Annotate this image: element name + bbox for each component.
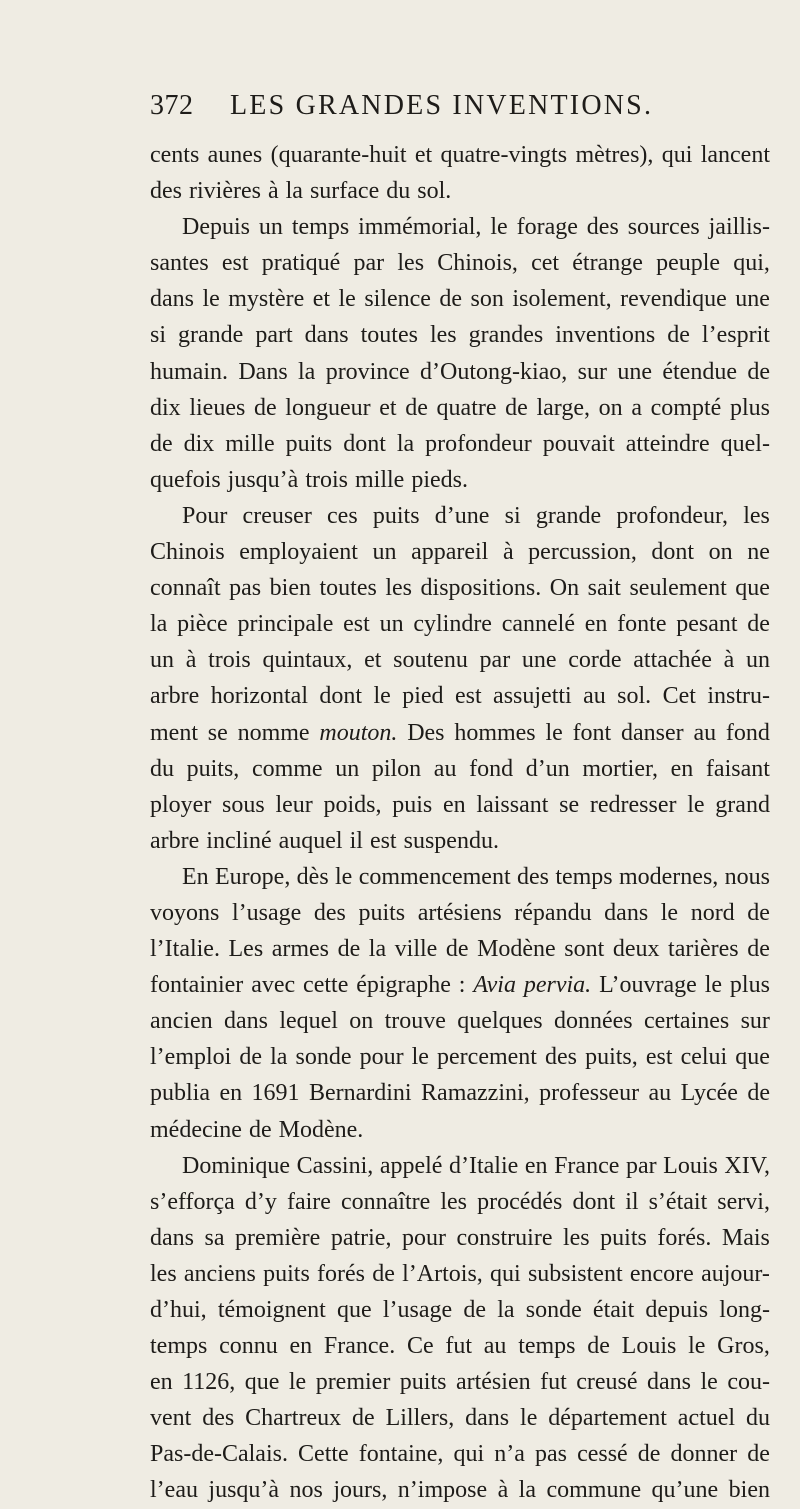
page-number: 372 (150, 90, 194, 121)
text-line: l’Italie. Les armes de la ville de Modène sont deux tarières de (150, 936, 770, 963)
text-line: Chinois employaient un appareil à percussion, dont on ne (150, 539, 770, 566)
text-line: dans le mystère et le silence de son isolement, revendique une (150, 286, 770, 313)
text-line: ployer sous leur poids, puis en laissant se redresser le grand (150, 791, 770, 818)
text-line: publia en 1691 Bernardini Ramazzini, professeur au Lycée de (150, 1080, 770, 1107)
text-line: l’eau jusqu’à nos jours, n’impose à la commune qu’une bien (150, 1477, 770, 1504)
text-line: temps connu en France. Ce fut au temps de Louis le Gros, (150, 1333, 770, 1360)
text-line: des rivières à la surface du sol. (150, 178, 452, 205)
text-line: les anciens puits forés de l’Artois, qui subsistent encore aujour- (150, 1260, 770, 1287)
text-line: quefois jusqu’à trois mille pieds. (150, 466, 468, 493)
text-line: Dominique Cassini, appelé d’Italie en France par Louis XIV, (182, 1152, 770, 1179)
text-line: médecine de Modène. (150, 1116, 364, 1143)
text-line: d’hui, témoignent que l’usage de la sonde était depuis long- (150, 1297, 770, 1323)
text-line: dix lieues de longueur et de quatre de large, on a compté plus (150, 394, 770, 421)
text-line: Depuis un temps immémorial, le forage des sources jaillis- (182, 214, 770, 241)
text-line: fontainier avec cette épigraphe : Avia pervia. L’ouvrage le plus (150, 972, 770, 999)
text-line: vent des Chartreux de Lillers, dans le département actuel du (150, 1405, 770, 1432)
text-line: s’efforça d’y faire connaître les procédés dont il s’était servi, (150, 1188, 770, 1215)
text-line: connaît pas bien toutes les dispositions. On sait seulement que (150, 575, 770, 602)
text-line: Pas-de-Calais. Cette fontaine, qui n’a pas cessé de donner de (150, 1441, 770, 1468)
text-line: du puits, comme un pilon au fond d’un mortier, en faisant (150, 755, 770, 782)
text-line: dans sa première patrie, pour construire les puits forés. Mais (150, 1224, 770, 1251)
text-line: santes est pratiqué par les Chinois, cet étrange peuple qui, (150, 250, 770, 277)
text-line: En Europe, dès le commencement des temps modernes, nous (182, 863, 770, 890)
text-line: humain. Dans la province d’Outong-kiao, sur une étendue de (150, 358, 770, 385)
text-line: la pièce principale est un cylindre cannelé en fonte pesant de (150, 611, 770, 638)
text-line: si grande part dans toutes les grandes inventions de l’esprit (150, 322, 770, 349)
text-line: voyons l’usage des puits artésiens répandu dans le nord de (150, 899, 770, 926)
text-line: un à trois quintaux, et soutenu par une corde attachée à un (150, 647, 770, 674)
text-line: cents aunes (quarante-huit et quatre-vingts mètres), qui lancent (150, 142, 770, 168)
text-line: en 1126, que le premier puits artésien fut creusé dans le cou- (150, 1369, 770, 1396)
text-line: ancien dans lequel on trouve quelques données certaines sur (150, 1008, 770, 1035)
text-line: arbre incliné auquel il est suspendu. (150, 827, 499, 854)
body-text (150, 137, 770, 1509)
text-line: ment se nomme mouton. Des hommes le font danser au fond (150, 719, 770, 746)
text-line: l’emploi de la sonde pour le percement des puits, est celui que (150, 1044, 770, 1071)
text-line: Pour creuser ces puits d’une si grande profondeur, les (182, 502, 770, 529)
running-head (0, 90, 800, 130)
text-line: arbre horizontal dont le pied est assujetti au sol. Cet instru- (150, 683, 770, 710)
text-line: de dix mille puits dont la profondeur pouvait atteindre quel- (150, 430, 770, 457)
running-title: LES GRANDES INVENTIONS. (230, 90, 654, 121)
